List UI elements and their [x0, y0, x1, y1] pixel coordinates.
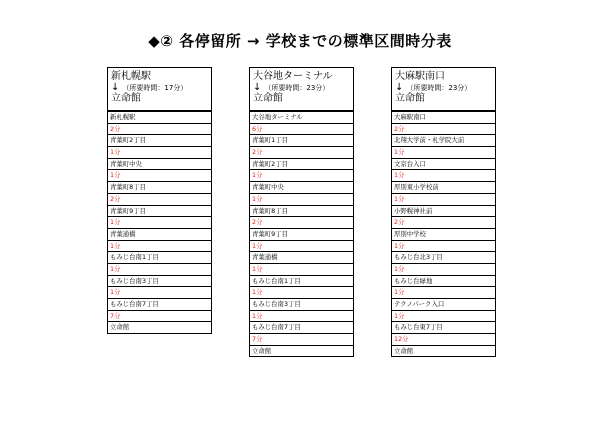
route-header [391, 67, 496, 111]
travel-time: 7分 [108, 310, 211, 322]
travel-time: 1分 [392, 263, 495, 275]
travel-time: 2分 [250, 216, 353, 228]
route-destination: 立命館 [253, 93, 283, 104]
route-duration [395, 83, 492, 93]
travel-time: 2分 [250, 146, 353, 158]
travel-time: 6分 [250, 123, 353, 135]
stop-name: もみじ台南3丁目 [250, 298, 353, 310]
travel-time: 1分 [108, 263, 211, 275]
stop-name: 青葉町中央 [250, 181, 353, 193]
stop-name: 青葉町9丁目 [108, 205, 211, 217]
stop-list [250, 111, 353, 356]
stop-name: 大麻駅南口 [392, 111, 495, 123]
stop-name: 青葉町2丁目 [250, 158, 353, 170]
stop-name: もみじ台南7丁目 [108, 298, 211, 310]
route-table-oasa [391, 67, 496, 357]
stop-name: 文京台入口 [392, 158, 495, 170]
route-table-shin-sapporo [107, 67, 212, 334]
route-duration [111, 83, 208, 93]
travel-time: 1分 [108, 169, 211, 181]
travel-time: 2分 [392, 216, 495, 228]
travel-time: 1分 [250, 310, 353, 322]
stop-name: 青葉通橋 [250, 251, 353, 263]
travel-time: 2分 [108, 193, 211, 205]
page-title: ◆② 各停留所 → 学校までの標準区間時分表 [148, 32, 452, 50]
travel-time: 1分 [250, 169, 353, 181]
stop-name: もみじ台南1丁目 [250, 275, 353, 287]
travel-time: 1分 [392, 193, 495, 205]
travel-time: 1分 [250, 286, 353, 298]
route-origin: 大谷地ターミナル [253, 71, 333, 82]
stop-name: 厚別中学校 [392, 228, 495, 240]
travel-time: 1分 [108, 146, 211, 158]
route-table-oyachi [249, 67, 354, 357]
down-arrow-icon: ↓ [111, 82, 120, 93]
stop-name: 立命館 [250, 345, 353, 357]
travel-time: 1分 [250, 193, 353, 205]
stop-name: もみじ台北3丁目 [392, 251, 495, 263]
route-origin: 大麻駅南口 [395, 71, 445, 82]
travel-time: 2分 [108, 123, 211, 135]
stop-name: 大谷地ターミナル [250, 111, 353, 123]
stop-list [108, 111, 211, 333]
travel-time: 7分 [250, 333, 353, 345]
stop-name: 青葉町2丁目 [108, 134, 211, 146]
stop-name: 青葉通橋 [108, 228, 211, 240]
stop-name: 青葉町8丁目 [108, 181, 211, 193]
stop-name: もみじ台南7丁目 [250, 321, 353, 333]
route-destination: 立命館 [395, 93, 425, 104]
stop-name: 立命館 [108, 321, 211, 333]
travel-time: 1分 [250, 240, 353, 252]
duration-text: （所要時間：23分） [406, 84, 472, 92]
stop-name: もみじ台緑地 [392, 275, 495, 287]
stop-name: 小野幌神社前 [392, 205, 495, 217]
stop-name: 北翔大学前・札学院大前 [392, 134, 495, 146]
travel-time: 2分 [392, 123, 495, 135]
stop-name: 厚別東小学校前 [392, 181, 495, 193]
stop-name: 新札幌駅 [108, 111, 211, 123]
stop-name: 立命館 [392, 345, 495, 357]
duration-text: （所要時間：17分） [122, 84, 188, 92]
stop-name: 青葉町中央 [108, 158, 211, 170]
down-arrow-icon: ↓ [395, 82, 404, 93]
route-duration [253, 83, 350, 93]
travel-time: 1分 [108, 216, 211, 228]
stop-name: 青葉町9丁目 [250, 228, 353, 240]
travel-time: 1分 [392, 286, 495, 298]
stop-name: テクノパーク入口 [392, 298, 495, 310]
route-header [107, 67, 212, 111]
stop-name: 青葉町8丁目 [250, 205, 353, 217]
travel-time: 1分 [392, 169, 495, 181]
travel-time: 1分 [392, 146, 495, 158]
travel-time: 1分 [392, 310, 495, 322]
travel-time: 12分 [392, 333, 495, 345]
route-destination: 立命館 [111, 93, 141, 104]
travel-time: 1分 [250, 263, 353, 275]
duration-text: （所要時間：23分） [264, 84, 330, 92]
down-arrow-icon: ↓ [253, 82, 262, 93]
route-header [249, 67, 354, 111]
travel-time: 1分 [108, 240, 211, 252]
stop-name: もみじ台南3丁目 [108, 275, 211, 287]
stop-name: もみじ台南1丁目 [108, 251, 211, 263]
travel-time: 1分 [392, 240, 495, 252]
stop-name: 青葉町1丁目 [250, 134, 353, 146]
travel-time: 1分 [108, 286, 211, 298]
stop-list [392, 111, 495, 356]
route-origin: 新札幌駅 [111, 71, 151, 82]
stop-name: もみじ台東7丁目 [392, 321, 495, 333]
